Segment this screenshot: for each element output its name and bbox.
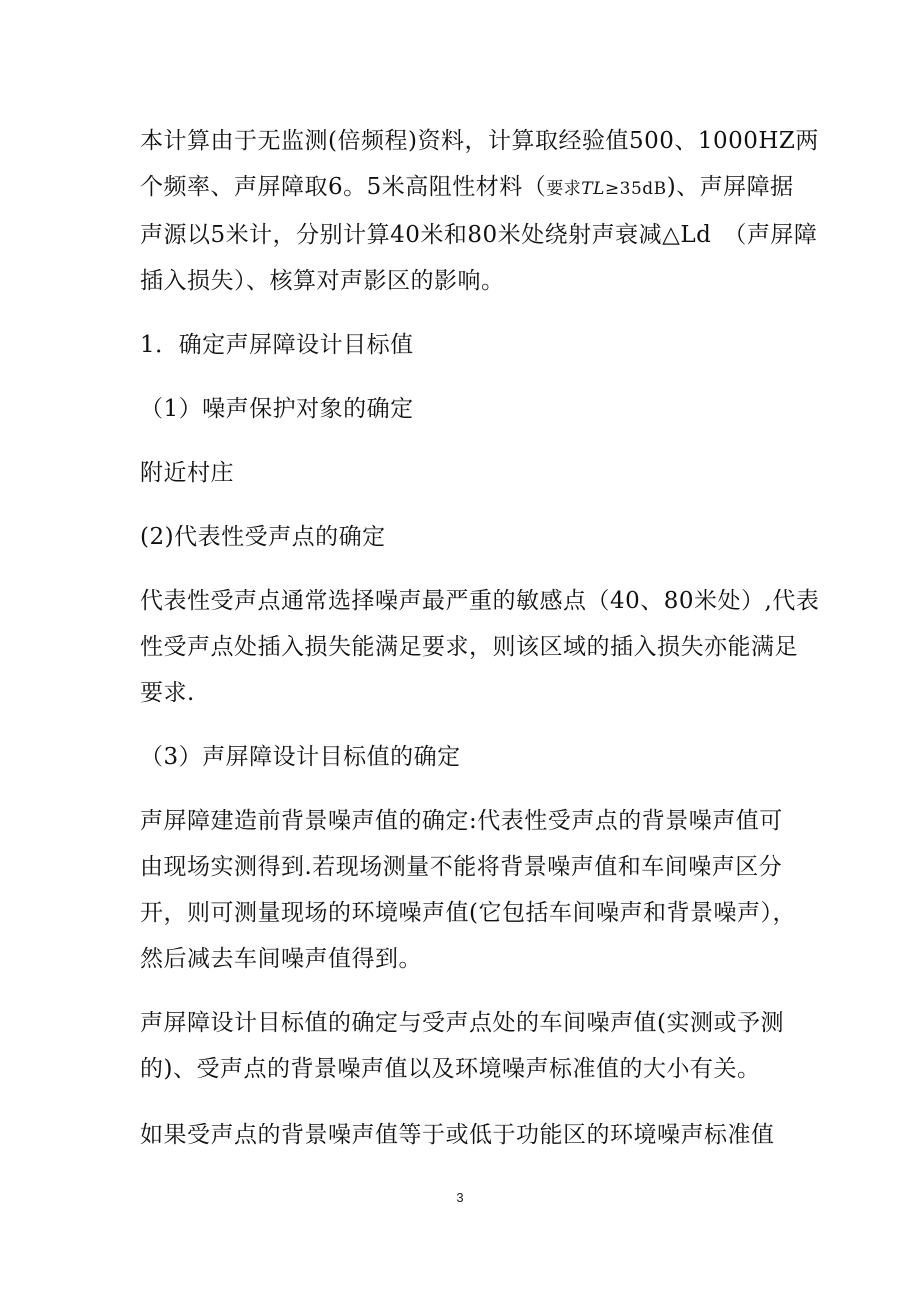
text-line: 声屏障建造前背景噪声值的确定:代表性受声点的背景噪声值可 xyxy=(140,808,783,834)
subheading-text: （1）噪声保护对象的确定 xyxy=(140,396,414,422)
text-line: 本计算由于无监测(倍频程)资料，计算取经验值500、1000HZ两 xyxy=(140,128,819,154)
heading-text: 1．确定声屏障设计目标值 xyxy=(140,332,414,358)
text-segment-small: ≥35dB xyxy=(604,179,667,199)
text-line: 然后减去车间噪声值得到。 xyxy=(140,946,422,972)
subsection-heading xyxy=(140,734,800,780)
text-line: 要求. xyxy=(140,680,195,706)
body-text: 附近村庄 xyxy=(140,460,234,486)
text-line: 插入损失）、核算对声影区的影响。 xyxy=(140,268,505,294)
paragraph-standard-value xyxy=(140,1112,800,1158)
paragraph-design-target xyxy=(140,1000,800,1092)
paragraph-calculation-intro xyxy=(140,118,819,304)
text-segment-italic: TL xyxy=(581,179,605,199)
text-line: 的)、受声点的背景噪声值以及环境噪声标准值的大小有关。 xyxy=(140,1056,761,1082)
paragraph-background-noise xyxy=(140,798,800,982)
text-segment: )、声屏障据 xyxy=(666,174,794,200)
paragraph-text xyxy=(140,450,800,496)
text-line: 声屏障设计目标值的确定与受声点处的车间噪声值(实测或予测 xyxy=(140,1010,784,1036)
text-segment-small: 要求 xyxy=(546,179,582,199)
page-number: 3 xyxy=(456,1190,464,1205)
text-line: 声源以5米计，分别计算40米和80米处绕射声衰减△Ld （声屏障 xyxy=(140,222,818,248)
text-line: 如果受声点的背景噪声值等于或低于功能区的环境噪声标准值 xyxy=(140,1122,775,1148)
text-line xyxy=(140,164,800,212)
text-line: 开，则可测量现场的环境噪声值(它包括车间噪声和背景噪声）， xyxy=(140,900,796,926)
subsection-heading xyxy=(140,386,800,432)
text-segment: 个频率、声屏障取6。5米高阻性材料（ xyxy=(140,174,547,200)
paragraph-representative-point xyxy=(140,578,820,716)
text-line: 由现场实测得到.若现场测量不能将背景噪声值和车间噪声区分 xyxy=(140,854,783,880)
subheading-text: (2)代表性受声点的确定 xyxy=(140,524,386,550)
subsection-heading xyxy=(140,514,800,560)
subheading-text: （3）声屏障设计目标值的确定 xyxy=(140,744,461,770)
section-heading xyxy=(140,322,800,368)
text-line: 性受声点处插入损失能满足要求，则该区域的插入损失亦能满足 xyxy=(140,634,798,660)
text-line: 代表性受声点通常选择噪声最严重的敏感点（40、80米处）,代表 xyxy=(140,588,820,614)
